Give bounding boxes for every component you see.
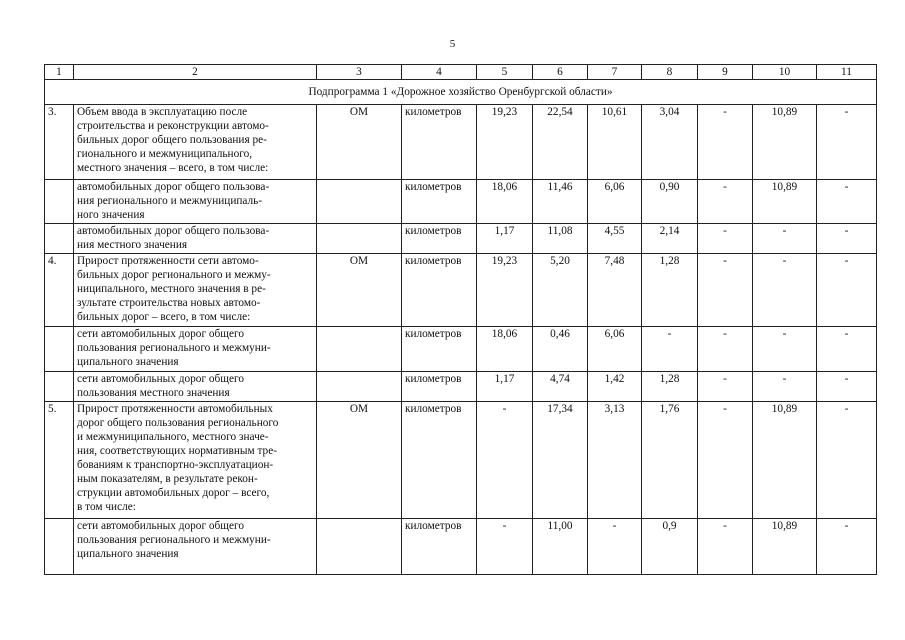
value-cell: - (642, 327, 698, 372)
value-cell: - (753, 254, 817, 327)
value-cell: 3,13 (588, 402, 642, 519)
value-cell: 6,06 (588, 327, 642, 372)
indicator-name (74, 519, 317, 575)
indicator-name-line: гионального и межмуниципального, (77, 148, 253, 160)
indicator-name-line: Прирост протяженности сети автомо- (77, 255, 259, 267)
type-cell (317, 327, 402, 372)
indicator-name-line: бильных дорог – всего, в том числе: (77, 311, 251, 323)
indicator-name-line: струкции автомобильных дорог – всего, (77, 487, 270, 499)
row-number (45, 327, 74, 372)
subprogram-title: Подпрограмма 1 «Дорожное хозяйство Оренбургской области» (45, 80, 877, 105)
indicator-name-line: ного значения (77, 209, 145, 221)
unit-cell: километров (402, 180, 477, 224)
column-header: 6 (533, 65, 588, 80)
value-cell: - (698, 180, 753, 224)
indicator-name-line: бильных дорог общего пользования ре- (77, 134, 267, 146)
column-header: 9 (698, 65, 753, 80)
table-row (45, 519, 877, 575)
indicator-name-line: автомобильных дорог общего пользова- (77, 181, 270, 193)
column-header: 2 (74, 65, 317, 80)
value-cell: 11,46 (533, 180, 588, 224)
indicator-name-line: строительства и реконструкции автомо- (77, 120, 269, 132)
value-cell: 0,90 (642, 180, 698, 224)
unit-cell: километров (402, 105, 477, 180)
indicator-name (74, 105, 317, 180)
table-row (45, 402, 877, 519)
table-row (45, 180, 877, 224)
column-header: 11 (817, 65, 877, 80)
value-cell: - (698, 254, 753, 327)
row-number (45, 372, 74, 402)
indicator-name-line: ниципального, местного значения в ре- (77, 283, 266, 295)
value-cell: 4,55 (588, 224, 642, 254)
value-cell: 1,17 (477, 372, 533, 402)
value-cell: 10,89 (753, 402, 817, 519)
value-cell: 1,28 (642, 372, 698, 402)
value-cell: 10,61 (588, 105, 642, 180)
value-cell: - (817, 254, 877, 327)
indicator-name (74, 372, 317, 402)
indicator-name-line: Объем ввода в эксплуатацию после (77, 106, 248, 118)
value-cell: - (477, 519, 533, 575)
row-number (45, 180, 74, 224)
row-number: 4. (45, 254, 74, 327)
indicator-name (74, 180, 317, 224)
column-header: 10 (753, 65, 817, 80)
value-cell: - (817, 180, 877, 224)
column-header: 3 (317, 65, 402, 80)
indicator-name-line: сети автомобильных дорог общего (77, 373, 245, 385)
table-row (45, 372, 877, 402)
indicator-name-line: в том числе: (77, 501, 136, 513)
indicator-name-line: бованиям к транспортно-эксплуатацион- (77, 459, 274, 471)
value-cell: 17,34 (533, 402, 588, 519)
value-cell: 0,9 (642, 519, 698, 575)
value-cell: - (698, 519, 753, 575)
indicator-name-line: Прирост протяженности автомобильных (77, 403, 273, 415)
indicators-table (44, 64, 877, 575)
indicator-name-line: автомобильных дорог общего пользова- (77, 225, 270, 237)
type-cell: ОМ (317, 105, 402, 180)
value-cell: - (588, 519, 642, 575)
value-cell: - (817, 327, 877, 372)
type-cell: ОМ (317, 254, 402, 327)
value-cell: 4,74 (533, 372, 588, 402)
indicator-name-line: бильных дорог регионального и межму- (77, 269, 271, 281)
row-number: 5. (45, 402, 74, 519)
value-cell: 19,23 (477, 105, 533, 180)
indicator-name-line: местного значения – всего, в том числе: (77, 162, 269, 174)
row-number: 3. (45, 105, 74, 180)
type-cell (317, 180, 402, 224)
value-cell: 10,89 (753, 519, 817, 575)
value-cell: - (753, 327, 817, 372)
value-cell: 18,06 (477, 327, 533, 372)
indicator-name-line: дорог общего пользования регионального (77, 417, 279, 429)
value-cell: - (698, 327, 753, 372)
indicator-name-line: сети автомобильных дорог общего (77, 520, 245, 532)
value-cell: - (698, 105, 753, 180)
value-cell: - (817, 372, 877, 402)
value-cell: 22,54 (533, 105, 588, 180)
unit-cell: километров (402, 402, 477, 519)
value-cell: 10,89 (753, 105, 817, 180)
unit-cell: километров (402, 372, 477, 402)
column-number-row (45, 65, 877, 80)
unit-cell: километров (402, 254, 477, 327)
type-cell (317, 519, 402, 575)
value-cell: 10,89 (753, 180, 817, 224)
subprogram-row (45, 80, 877, 105)
indicator-name-line: ния регионального и межмуниципаль- (77, 195, 263, 207)
indicator-name (74, 327, 317, 372)
indicator-name-line: пользования регионального и межмуни- (77, 534, 271, 546)
indicator-name-line: ния, соответствующих нормативным тре- (77, 445, 277, 457)
value-cell: 11,00 (533, 519, 588, 575)
value-cell: 3,04 (642, 105, 698, 180)
column-header: 4 (402, 65, 477, 80)
type-cell: ОМ (317, 402, 402, 519)
column-header: 7 (588, 65, 642, 80)
value-cell: 1,28 (642, 254, 698, 327)
column-header: 8 (642, 65, 698, 80)
value-cell: - (698, 224, 753, 254)
value-cell: 19,23 (477, 254, 533, 327)
value-cell: - (753, 224, 817, 254)
type-cell (317, 372, 402, 402)
value-cell: - (477, 402, 533, 519)
unit-cell: километров (402, 519, 477, 575)
indicator-name-line: ципального значения (77, 548, 179, 560)
value-cell: - (817, 402, 877, 519)
unit-cell: километров (402, 327, 477, 372)
column-header: 1 (45, 65, 74, 80)
value-cell: - (698, 402, 753, 519)
indicator-name-line: ципального значения (77, 356, 179, 368)
value-cell: - (817, 224, 877, 254)
indicator-name-line: пользования местного значения (77, 387, 230, 399)
unit-cell: километров (402, 224, 477, 254)
indicator-name-line: ным показателям, в результате рекон- (77, 473, 258, 485)
row-number (45, 519, 74, 575)
value-cell: 7,48 (588, 254, 642, 327)
indicator-name-line: ния местного значения (77, 239, 188, 251)
value-cell: - (698, 372, 753, 402)
type-cell (317, 224, 402, 254)
table-row (45, 224, 877, 254)
value-cell: - (817, 105, 877, 180)
indicator-name (74, 254, 317, 327)
value-cell: 2,14 (642, 224, 698, 254)
value-cell: 6,06 (588, 180, 642, 224)
value-cell: 11,08 (533, 224, 588, 254)
indicator-name-line: пользования регионального и межмуни- (77, 342, 271, 354)
value-cell: 0,46 (533, 327, 588, 372)
value-cell: 1,76 (642, 402, 698, 519)
value-cell: 18,06 (477, 180, 533, 224)
indicator-name (74, 402, 317, 519)
value-cell: - (817, 519, 877, 575)
value-cell: 5,20 (533, 254, 588, 327)
value-cell: 1,42 (588, 372, 642, 402)
indicator-name-line: и межмуниципального, местного значе- (77, 431, 269, 443)
value-cell: - (753, 372, 817, 402)
table-row (45, 105, 877, 180)
indicator-name-line: сети автомобильных дорог общего (77, 328, 245, 340)
row-number (45, 224, 74, 254)
value-cell: 1,17 (477, 224, 533, 254)
indicator-name-line: зультате строительства новых автомо- (77, 297, 261, 309)
table-row (45, 327, 877, 372)
page-number: 5 (449, 38, 456, 50)
table-row (45, 254, 877, 327)
column-header: 5 (477, 65, 533, 80)
indicator-name (74, 224, 317, 254)
